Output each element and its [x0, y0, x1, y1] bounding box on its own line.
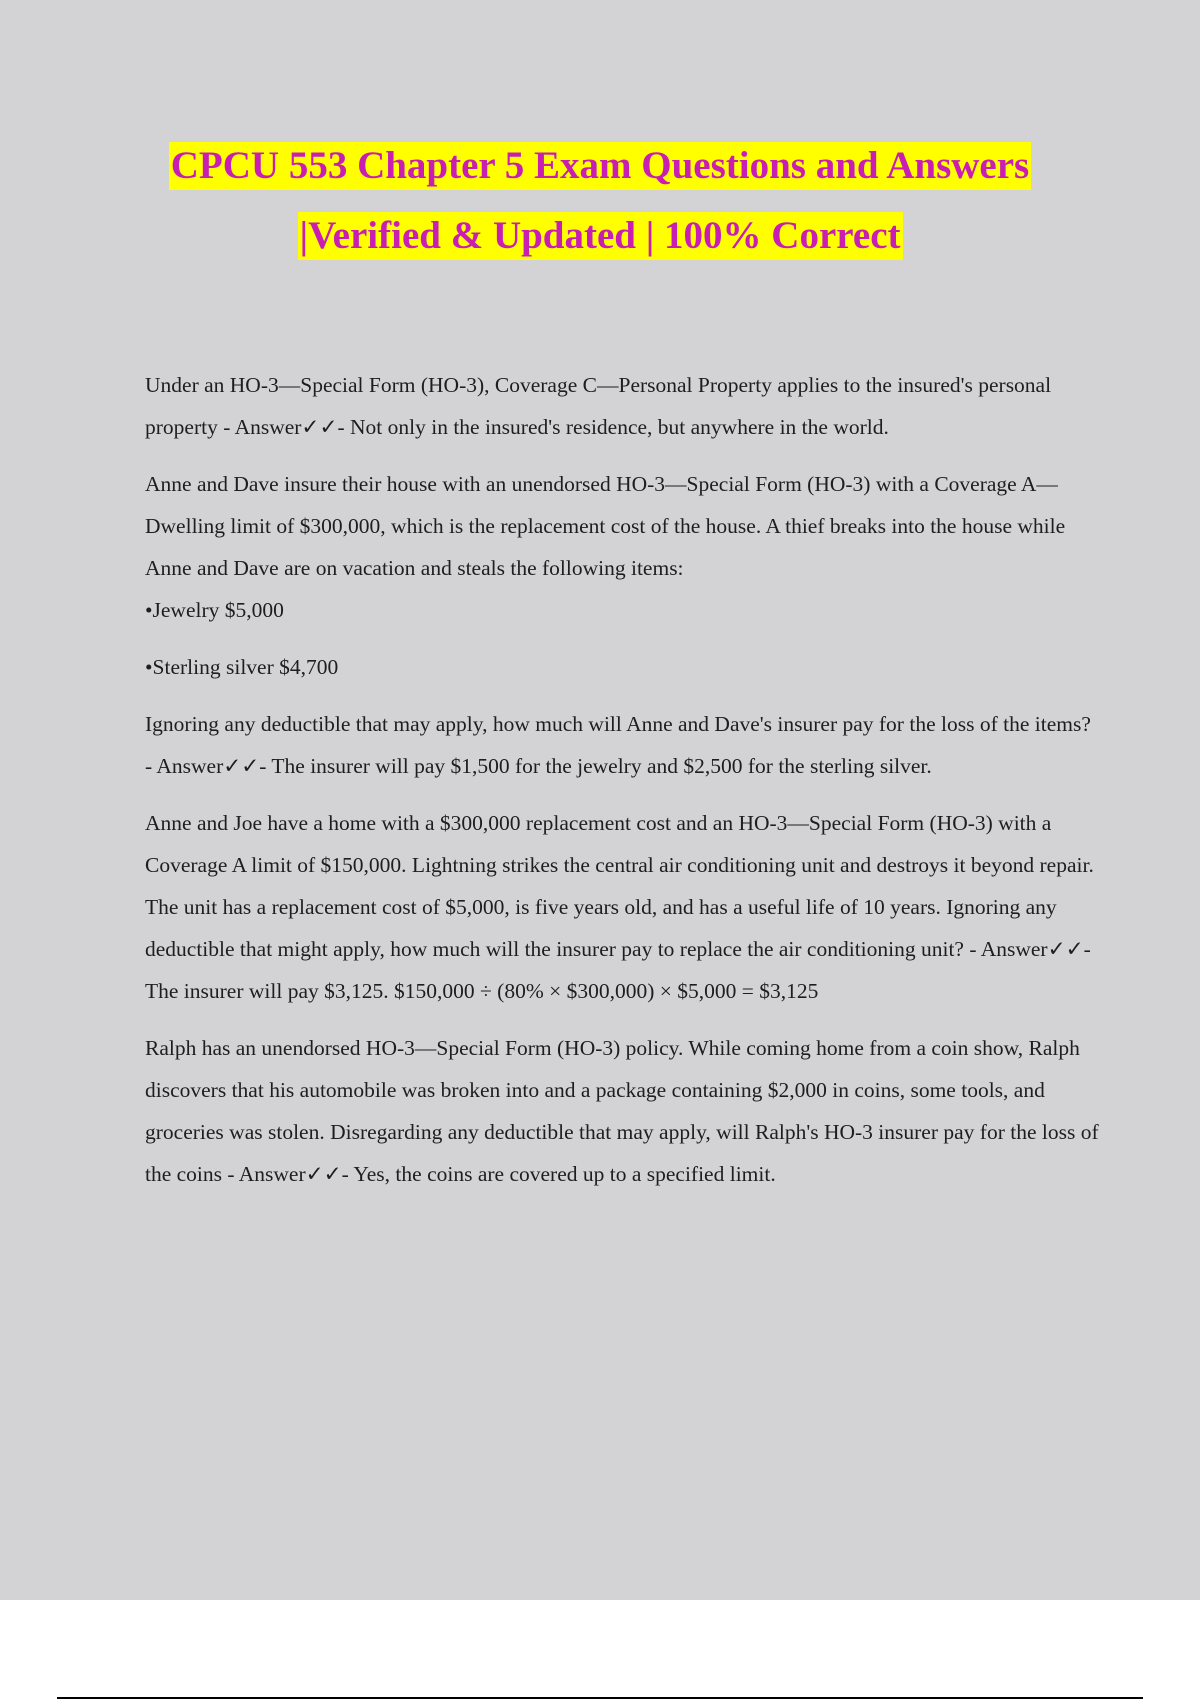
answer-marker: Answer✓✓-	[234, 415, 345, 439]
answer-text: Yes, the coins are covered up to a specified limit.	[348, 1162, 776, 1186]
question-text: Ignoring any deductible that may apply, how much will Anne and Dave's insurer pay for the loss of the items? -	[145, 712, 1091, 778]
bottom-divider	[57, 1697, 1143, 1699]
title-line-2: |Verified & Updated | 100% Correct	[298, 212, 903, 260]
title-line-1: CPCU 553 Chapter 5 Exam Questions and Answers	[169, 142, 1031, 190]
question-text: Ralph has an unendorsed HO-3—Special Form (HO-3) policy. While coming home from a coin show, Ralph discovers that his automobile was broken into and a package containing $2,000 in coins, some tools, and groceries was stolen. Disregarding any deductible that may apply, will Ralph's HO-3 insurer pay for the loss of the coins -	[145, 1036, 1099, 1186]
answer-text: The insurer will pay $3,125. $150,000 ÷ (80% × $300,000) × $5,000 = $3,125	[145, 979, 819, 1003]
question-text: Anne and Joe have a home with a $300,000 replacement cost and an HO-3—Special Form (HO-3) with a Coverage A limit of $150,000. Lightning strikes the central air conditioning unit and destroys it beyond repair. The unit has a replacement cost of $5,000, is five years old, and has a useful life of 10 years. Ignoring any deductible that might apply, how much will the insurer pay to replace the air conditioning unit? -	[145, 811, 1094, 961]
qa-item-1	[145, 364, 1100, 448]
question-intro: Anne and Dave insure their house with an unendorsed HO-3—Special Form (HO-3) with a Coverage A—Dwelling limit of $300,000, which is the replacement cost of the house. A thief breaks into the house while Anne and Dave are on vacation and steals the following items:	[145, 472, 1066, 580]
qa-item-2	[145, 703, 1100, 787]
answer-marker: Answer✓✓-	[156, 754, 267, 778]
document-title	[0, 142, 1200, 260]
list-item: •Jewelry $5,000	[145, 598, 284, 622]
qa-item-3	[145, 802, 1100, 1012]
answer-text: Not only in the insured's residence, but anywhere in the world.	[344, 415, 889, 439]
list-item: •Sterling silver $4,700	[145, 655, 339, 679]
qa-item-4	[145, 1027, 1100, 1195]
qa-content	[145, 364, 1100, 1210]
answer-text: The insurer will pay $1,500 for the jewelry and $2,500 for the sterling silver.	[266, 754, 932, 778]
answer-marker: Answer✓✓-	[980, 937, 1091, 961]
answer-marker: Answer✓✓-	[238, 1162, 349, 1186]
question-text: Under an HO-3—Special Form (HO-3), Coverage C—Personal Property applies to the insured's personal property -	[145, 373, 1052, 439]
qa-item-2-intro	[145, 463, 1100, 631]
